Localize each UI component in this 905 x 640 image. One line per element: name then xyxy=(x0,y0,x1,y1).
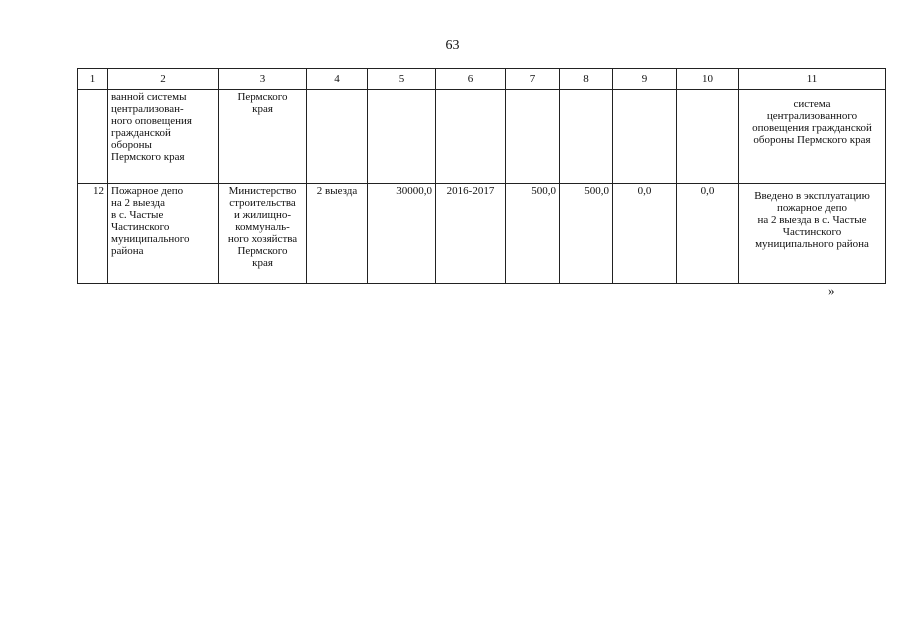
cell-line: коммуналь- xyxy=(235,221,290,233)
column-header: 8 xyxy=(560,69,613,90)
row-number-cell: 12 xyxy=(78,184,108,284)
cell-line: обороны Пермского края xyxy=(753,134,871,146)
result-cell xyxy=(739,184,886,284)
object-name-cell xyxy=(108,90,219,184)
value-cell: 500,0 xyxy=(506,184,560,284)
column-header: 3 xyxy=(219,69,307,90)
cell-line: муниципального xyxy=(111,233,190,245)
table-row xyxy=(78,184,886,284)
cell-line: Пермского xyxy=(237,91,288,103)
object-name-cell xyxy=(108,184,219,284)
cell-line: на 2 выезда xyxy=(111,197,165,209)
cell-line: ного оповещения xyxy=(111,115,192,127)
column-header: 4 xyxy=(307,69,368,90)
value-cell xyxy=(613,90,677,184)
cell-line: муниципального района xyxy=(755,238,869,250)
cell-line: на 2 выезда в с. Частые xyxy=(757,214,867,226)
cell-line: Пожарное депо xyxy=(111,185,184,197)
value-cell xyxy=(677,90,739,184)
value-cell: 0,0 xyxy=(677,184,739,284)
closing-quote-mark: » xyxy=(828,283,835,298)
column-header: 9 xyxy=(613,69,677,90)
page-number: 63 xyxy=(445,38,460,53)
cell-line: обороны xyxy=(111,139,152,151)
cell-line: края xyxy=(252,103,273,115)
value-cell: 500,0 xyxy=(560,184,613,284)
cell-line: Частинского xyxy=(782,226,842,238)
cell-line: ванной системы xyxy=(111,91,187,103)
header-row xyxy=(78,69,886,90)
column-header: 10 xyxy=(677,69,739,90)
cell-line: система xyxy=(793,98,831,110)
value-cell xyxy=(506,90,560,184)
capacity-cell xyxy=(307,90,368,184)
column-header: 6 xyxy=(436,69,506,90)
value-cell: 0,0 xyxy=(613,184,677,284)
period-cell xyxy=(436,90,506,184)
table-row-continuation xyxy=(78,90,886,184)
cell-line: оповещения гражданской xyxy=(752,122,872,134)
cell-line: района xyxy=(111,245,144,257)
cell-line: Пермского края xyxy=(111,151,185,163)
responsible-cell xyxy=(219,90,307,184)
cell-line: централизованного xyxy=(766,110,858,122)
cell-line: Введено в эксплуатацию xyxy=(754,190,870,202)
column-header: 7 xyxy=(506,69,560,90)
cell-line: строительства xyxy=(229,197,296,209)
cost-cell xyxy=(368,90,436,184)
value-cell xyxy=(560,90,613,184)
column-header: 2 xyxy=(108,69,219,90)
cell-line: централизован- xyxy=(111,103,184,115)
cell-line: Министерство xyxy=(228,185,297,197)
cell-line: гражданской xyxy=(111,127,171,139)
column-header: 5 xyxy=(368,69,436,90)
column-header: 11 xyxy=(739,69,886,90)
cell-line: Пермского xyxy=(237,245,288,257)
data-table xyxy=(77,68,886,284)
cell-line: и жилищно- xyxy=(233,209,292,221)
cost-cell: 30000,0 xyxy=(368,184,436,284)
cell-line: ного хозяйства xyxy=(227,233,298,245)
cell-line: Частинского xyxy=(111,221,170,233)
cell-line: края xyxy=(252,257,273,269)
capacity-cell: 2 выезда xyxy=(307,184,368,284)
column-header: 1 xyxy=(78,69,108,90)
cell-line: в с. Частые xyxy=(111,209,164,221)
result-cell xyxy=(739,90,886,184)
cell-line: пожарное депо xyxy=(776,202,848,214)
period-cell: 2016-2017 xyxy=(436,184,506,284)
responsible-cell xyxy=(219,184,307,284)
row-number-cell xyxy=(78,90,108,184)
